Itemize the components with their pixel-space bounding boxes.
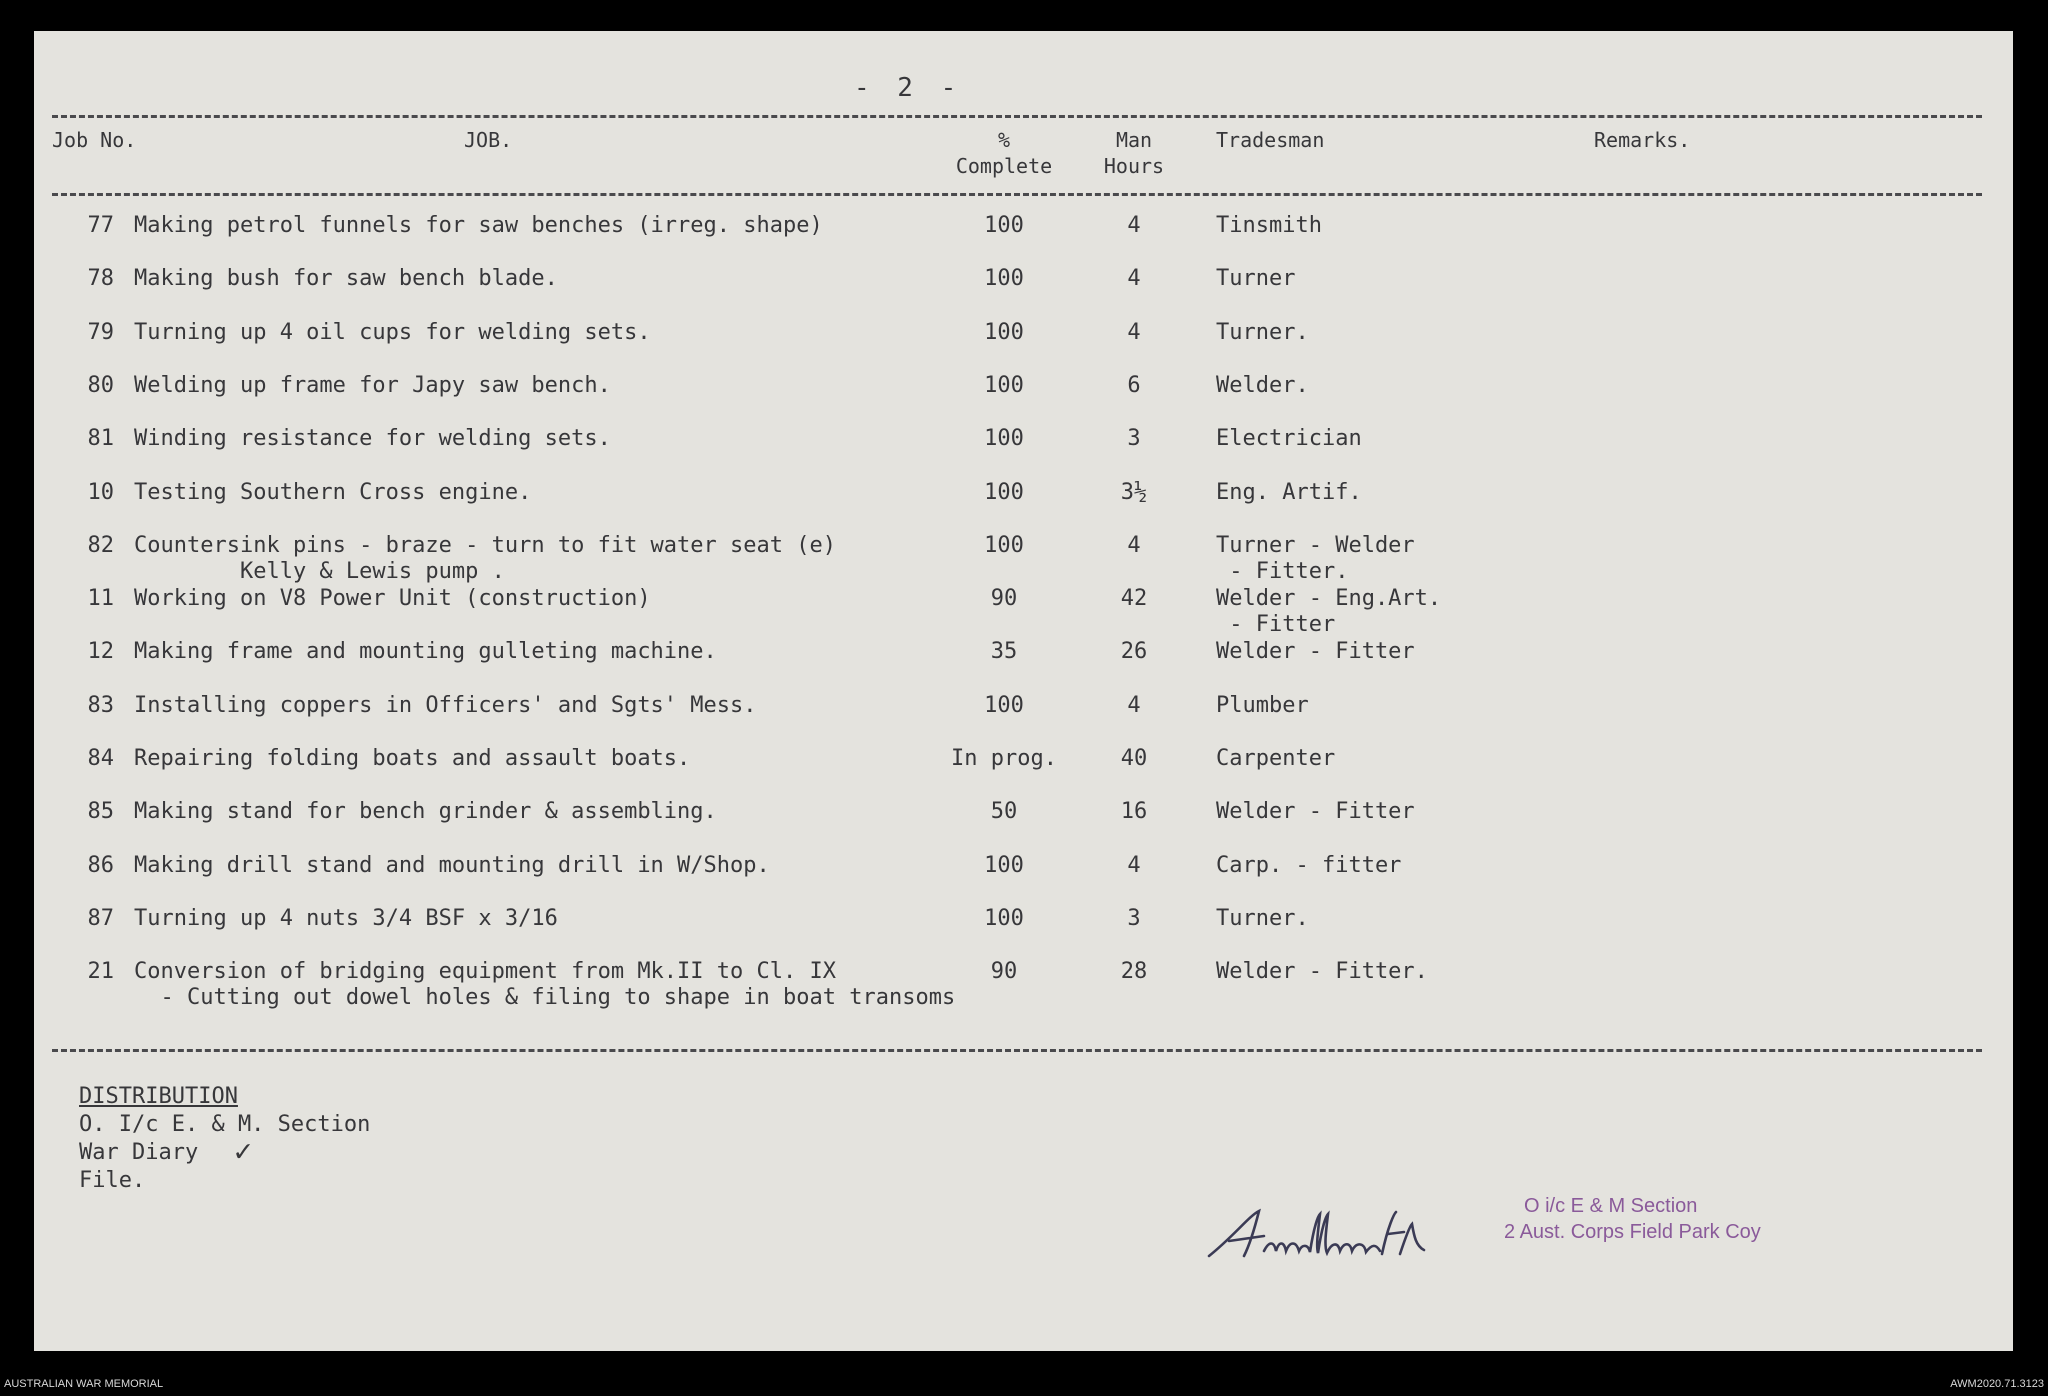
job-description: Working on V8 Power Unit (construction) <box>134 586 651 611</box>
percent-complete: 100 <box>984 533 1024 558</box>
tradesman: Tinsmith <box>1216 213 1322 238</box>
job-number: 84 <box>87 746 114 771</box>
checkmark-icon: ✓ <box>234 1134 253 1169</box>
distribution-line: War Diary <box>79 1140 199 1165</box>
signature <box>1204 1196 1504 1276</box>
tradesman: Eng. Artif. <box>1216 480 1362 505</box>
job-description: Repairing folding boats and assault boats. <box>134 746 691 771</box>
document-page <box>34 31 2013 1351</box>
tradesman: Welder - Fitter. <box>1216 959 1428 984</box>
job-number: 80 <box>87 373 114 398</box>
tradesman: Turner <box>1216 266 1296 291</box>
percent-complete: 90 <box>990 959 1018 984</box>
man-hours: 4 <box>1127 213 1141 238</box>
table-row <box>34 533 2013 583</box>
man-hours: 28 <box>1120 959 1148 984</box>
tradesman: Welder - Fitter <box>1216 639 1415 664</box>
table-row <box>34 853 2013 903</box>
job-number: 87 <box>87 906 114 931</box>
man-hours: 3½ <box>1120 480 1148 505</box>
job-number: 83 <box>87 693 114 718</box>
job-description: Making petrol funnels for saw benches (irreg. shape) <box>134 213 823 238</box>
table-row <box>34 213 2013 263</box>
job-number: 86 <box>87 853 114 878</box>
percent-complete: 100 <box>984 213 1024 238</box>
tradesman: Welder. <box>1216 373 1309 398</box>
table-row <box>34 799 2013 849</box>
distribution-block <box>79 1083 370 1195</box>
header-tradesman: Tradesman <box>1216 128 1325 152</box>
percent-complete: 100 <box>984 320 1024 345</box>
unit-stamp: O i/c E & M Section 2 Aust. Corps Field Park Coy <box>1504 1195 1761 1243</box>
job-number: 81 <box>87 426 114 451</box>
tradesman: Plumber <box>1216 693 1309 718</box>
tradesman: Turner. <box>1216 320 1309 345</box>
distribution-line: O. I/c E. & M. Section <box>79 1112 371 1137</box>
man-hours: 40 <box>1120 746 1148 771</box>
percent-complete: 100 <box>984 426 1024 451</box>
percent-complete: 100 <box>984 906 1024 931</box>
table-row <box>34 586 2013 636</box>
job-description: Winding resistance for welding sets. <box>134 426 611 451</box>
header-man-hours: Man Hours <box>1103 128 1165 178</box>
header-job: JOB. <box>464 128 513 152</box>
tradesman: Turner. <box>1216 906 1309 931</box>
job-description: Turning up 4 nuts 3/4 BSF x 3/16 <box>134 906 558 931</box>
job-number: 85 <box>87 799 114 824</box>
job-description: Making drill stand and mounting drill in W/Shop. <box>134 853 770 878</box>
man-hours: 3 <box>1127 906 1141 931</box>
job-number: 11 <box>87 586 114 611</box>
table-row <box>34 320 2013 370</box>
table-bottom-divider <box>52 1049 1982 1052</box>
footer-institution: AUSTRALIAN WAR MEMORIAL <box>4 1378 164 1390</box>
job-description: Installing coppers in Officers' and Sgts' Mess. <box>134 693 757 718</box>
job-description-cont: - Cutting out dowel holes & filing to shape in boat transoms <box>134 985 956 1010</box>
table-row <box>34 266 2013 316</box>
table-row <box>34 906 2013 956</box>
table-row <box>34 693 2013 743</box>
table-row <box>34 426 2013 476</box>
table-row <box>34 373 2013 423</box>
man-hours: 26 <box>1120 639 1148 664</box>
table-row <box>34 639 2013 689</box>
man-hours: 4 <box>1127 533 1141 558</box>
percent-complete: In prog. <box>951 746 1057 771</box>
table-row <box>34 746 2013 796</box>
percent-complete: 35 <box>990 639 1018 664</box>
distribution-line: File. <box>79 1168 146 1193</box>
header-bottom-divider <box>52 193 1982 196</box>
header-job-no: Job No. <box>52 128 137 152</box>
percent-complete: 100 <box>984 853 1024 878</box>
man-hours: 16 <box>1120 799 1148 824</box>
job-description-cont: Kelly & Lewis pump . <box>134 559 505 584</box>
job-number: 12 <box>87 639 114 664</box>
job-number: 10 <box>87 480 114 505</box>
percent-complete: 100 <box>984 480 1024 505</box>
job-description: Testing Southern Cross engine. <box>134 480 532 505</box>
man-hours: 3 <box>1127 426 1141 451</box>
job-description: Turning up 4 oil cups for welding sets. <box>134 320 651 345</box>
job-description: Making stand for bench grinder & assembling. <box>134 799 717 824</box>
tradesman-cont: - Fitter. <box>1216 559 1349 584</box>
header-remarks: Remarks. <box>1594 128 1691 152</box>
header-top-divider <box>52 115 1982 118</box>
percent-complete: 100 <box>984 373 1024 398</box>
tradesman: Turner - Welder <box>1216 533 1415 558</box>
page-number: - 2 - <box>854 73 963 103</box>
job-number: 77 <box>87 213 114 238</box>
job-number: 79 <box>87 320 114 345</box>
percent-complete: 100 <box>984 266 1024 291</box>
man-hours: 42 <box>1120 586 1148 611</box>
job-description: Countersink pins - braze - turn to fit water seat (e) <box>134 533 836 558</box>
tradesman: Carp. - fitter <box>1216 853 1402 878</box>
job-description: Welding up frame for Japy saw bench. <box>134 373 611 398</box>
tradesman: Welder - Eng.Art. <box>1216 586 1442 611</box>
man-hours: 4 <box>1127 266 1141 291</box>
job-description: Making bush for saw bench blade. <box>134 266 558 291</box>
man-hours: 4 <box>1127 320 1141 345</box>
header-percent: % Complete <box>955 128 1053 178</box>
table-row <box>34 480 2013 530</box>
man-hours: 6 <box>1127 373 1141 398</box>
percent-complete: 50 <box>990 799 1018 824</box>
footer-catalogue-id: AWM2020.71.3123 <box>1950 1378 2044 1390</box>
man-hours: 4 <box>1127 693 1141 718</box>
tradesman: Welder - Fitter <box>1216 799 1415 824</box>
percent-complete: 100 <box>984 693 1024 718</box>
table-row <box>34 959 2013 1009</box>
tradesman: Carpenter <box>1216 746 1336 771</box>
job-description: Conversion of bridging equipment from Mk.II to Cl. IX <box>134 959 836 984</box>
man-hours: 4 <box>1127 853 1141 878</box>
distribution-title: DISTRIBUTION <box>79 1084 238 1109</box>
job-number: 82 <box>87 533 114 558</box>
percent-complete: 90 <box>990 586 1018 611</box>
tradesman-cont: - Fitter <box>1216 612 1336 637</box>
job-number: 78 <box>87 266 114 291</box>
job-number: 21 <box>87 959 114 984</box>
job-description: Making frame and mounting gulleting machine. <box>134 639 717 664</box>
tradesman: Electrician <box>1216 426 1362 451</box>
